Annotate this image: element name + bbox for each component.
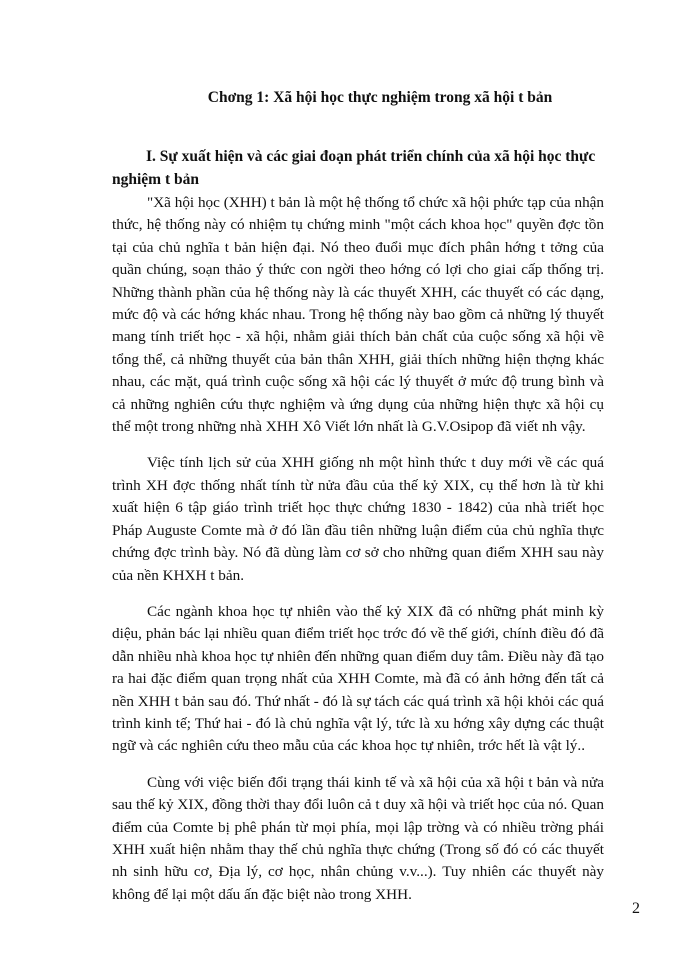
body-text [112,192,604,906]
section-title-line2: nghiệm t bản [112,171,199,188]
paragraph-1: "Xã hội học (XHH) t bản là một hệ thống tổ chức xã hội phức tạp của nhận thức, hệ thống này có nhiệm tụ chứng minh "một cách khoa học" quyền đợc tồn tại của chủ nghĩa t bản hiện đại. Nó theo đuổi mục đích phân hớng t tởng của quần chúng, soạn thảo ý thức con ngời theo hớng có lợi cho giai cấp thống trị. Những thành phần của hệ thống này là các thuyết XHH, các thuyết có các dạng, mức độ và các hớng khác nhau. Trong hệ thống này bao gồm cả những lý thuyết mang tính triết học - xã hội, nhằm giải thích bản chất của cuộc sống xã hội về tổng thể, cả những thuyết của bản thân XHH, giải thích những hiện thợng khác nhau, các mặt, quá trình cuộc sống xã hội các lý thuyết ở mức độ trung bình và cả những nghiên cứu thực nghiệm và ứng dụng của những hiện thực xã hội cụ thể một trong những nhà XHH Xô Viết lớn nhất là G.V.Osipop đã viết nh vậy. [112,194,604,436]
paragraph-2: Việc tính lịch sử của XHH giống nh một hình thức t duy mới về các quá trình XH đợc thống nhất tính từ nửa đầu của thế kỷ XIX, cụ thể hơn là từ khi xuất hiện 6 tập giáo trình triết học thực chứng 1830 - 1842) của nhà triết học Pháp Auguste Comte mà ở đó lần đầu tiên những luận điểm của chủ nghĩa thực chứng đợc trình bày. Nó đã dùng làm cơ sở cho những quan điểm XHH sau này của nền KHXH t bản. [112,454,604,584]
section-title [112,145,606,191]
paragraph-3: Các ngành khoa học tự nhiên vào thế kỷ XIX đã có những phát minh kỳ diệu, phản bác lại nhiều quan điểm triết học trớc đó về thế giới, chính điều đó đã dẫn nhiều nhà khoa học tự nhiên đến những quan điểm duy tâm. Điều này đã tạo ra hai đặc điểm quan trọng nhất của XHH Comte, mà đã có ảnh hởng đến tất cả nền XHH t bản sau đó. Thứ nhất - đó là sự tách các quá trình xã hội khỏi các quá trình kinh tế; Thứ hai - đó là chủ nghĩa vật lý, tức là xu hớng xây dựng các thuật ngữ và các nghiên cứu theo mẫu của các khoa học tự nhiên, trớc hết là vật lý.. [112,602,604,755]
paragraph-4: Cùng với việc biến đổi trạng thái kinh tế và xã hội của xã hội t bản và nửa sau thế kỷ XIX, đồng thời thay đổi luôn cả t duy xã hội và triết học của nó. Quan điểm của Comte bị phê phán từ mọi phía, mọi lập trờng và có nhiều trờng phái XHH xuất hiện nhằm thay thế chủ nghĩa thực chứng (Trong số đó có các thuyết nh sinh hữu cơ, Địa lý, cơ học, nhân chủng v.v...). Tuy nhiên các thuyết này không để lại một dấu ấn đặc biệt nào trong XHH. [112,773,604,903]
page-number: 2 [632,900,640,917]
section-title-line1: I. Sự xuất hiện và các giai đoạn phát triển chính của xã hội học thực [146,148,596,165]
chapter-title: Chơng 1: Xã hội học thực nghiệm trong xã hội t bản [207,89,553,106]
